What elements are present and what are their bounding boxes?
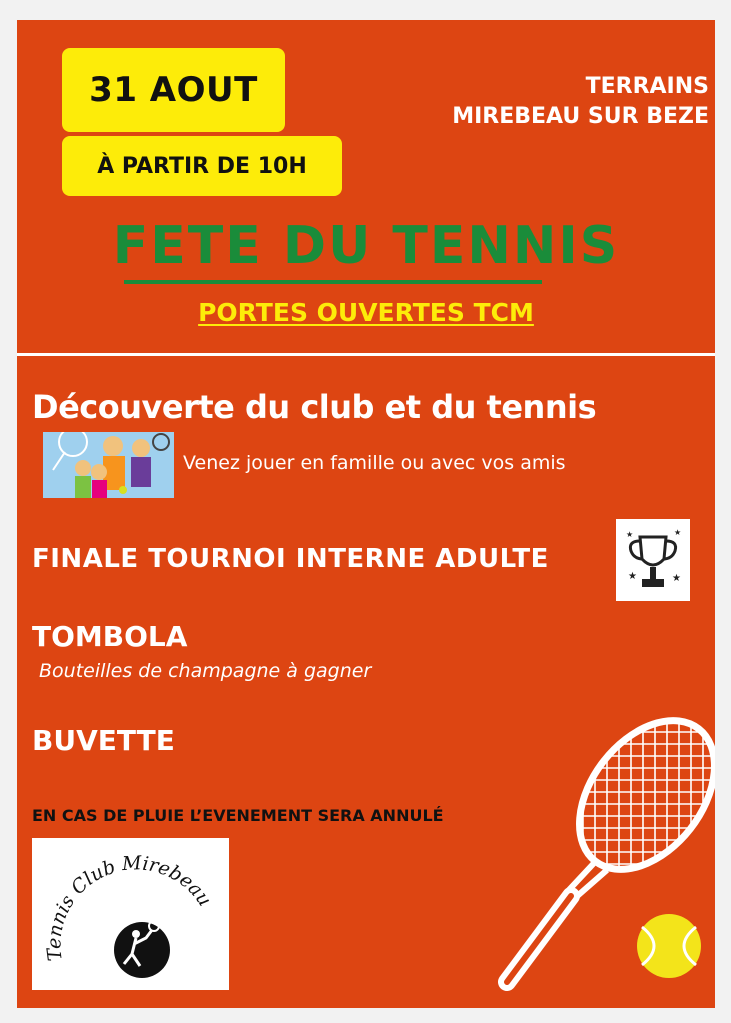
date-badge (62, 48, 285, 132)
section-divider (17, 353, 715, 356)
event-date: 31 AOUT (89, 70, 258, 110)
rain-note: EN CAS DE PLUIE L’EVENEMENT SERA ANNULÉ (32, 806, 444, 825)
svg-text:★: ★ (672, 573, 681, 584)
venue (452, 72, 709, 132)
buvette-heading: BUVETTE (32, 724, 175, 757)
title-underline (124, 280, 542, 284)
trophy-icon (616, 519, 690, 601)
venue-line-1: TERRAINS (585, 74, 709, 99)
svg-text:★: ★ (628, 571, 637, 582)
svg-text:★: ★ (626, 530, 634, 539)
club-logo (32, 838, 229, 990)
tombola-heading: TOMBOLA (32, 620, 188, 653)
family-tennis-illustration (43, 432, 174, 498)
tennis-player-icon (114, 922, 170, 978)
finale-heading: FINALE TOURNOI INTERNE ADULTE (32, 544, 549, 574)
poster (17, 20, 715, 1008)
subtitle: PORTES OUVERTES TCM (198, 298, 534, 327)
page-title: FETE DU TENNIS (112, 216, 620, 276)
event-time: À PARTIR DE 10H (97, 153, 307, 179)
svg-text:★: ★ (674, 528, 682, 537)
tennis-ball-icon (636, 913, 702, 979)
tombola-subtext: Bouteilles de champagne à gagner (39, 660, 372, 682)
discover-heading: Découverte du club et du tennis (32, 388, 597, 426)
time-badge (62, 136, 342, 196)
logo-text: Tennis Club Mirebeau (43, 852, 216, 963)
venue-line-2: MIREBEAU SUR BEZE (452, 104, 709, 129)
family-text: Venez jouer en famille ou avec vos amis (183, 452, 566, 474)
